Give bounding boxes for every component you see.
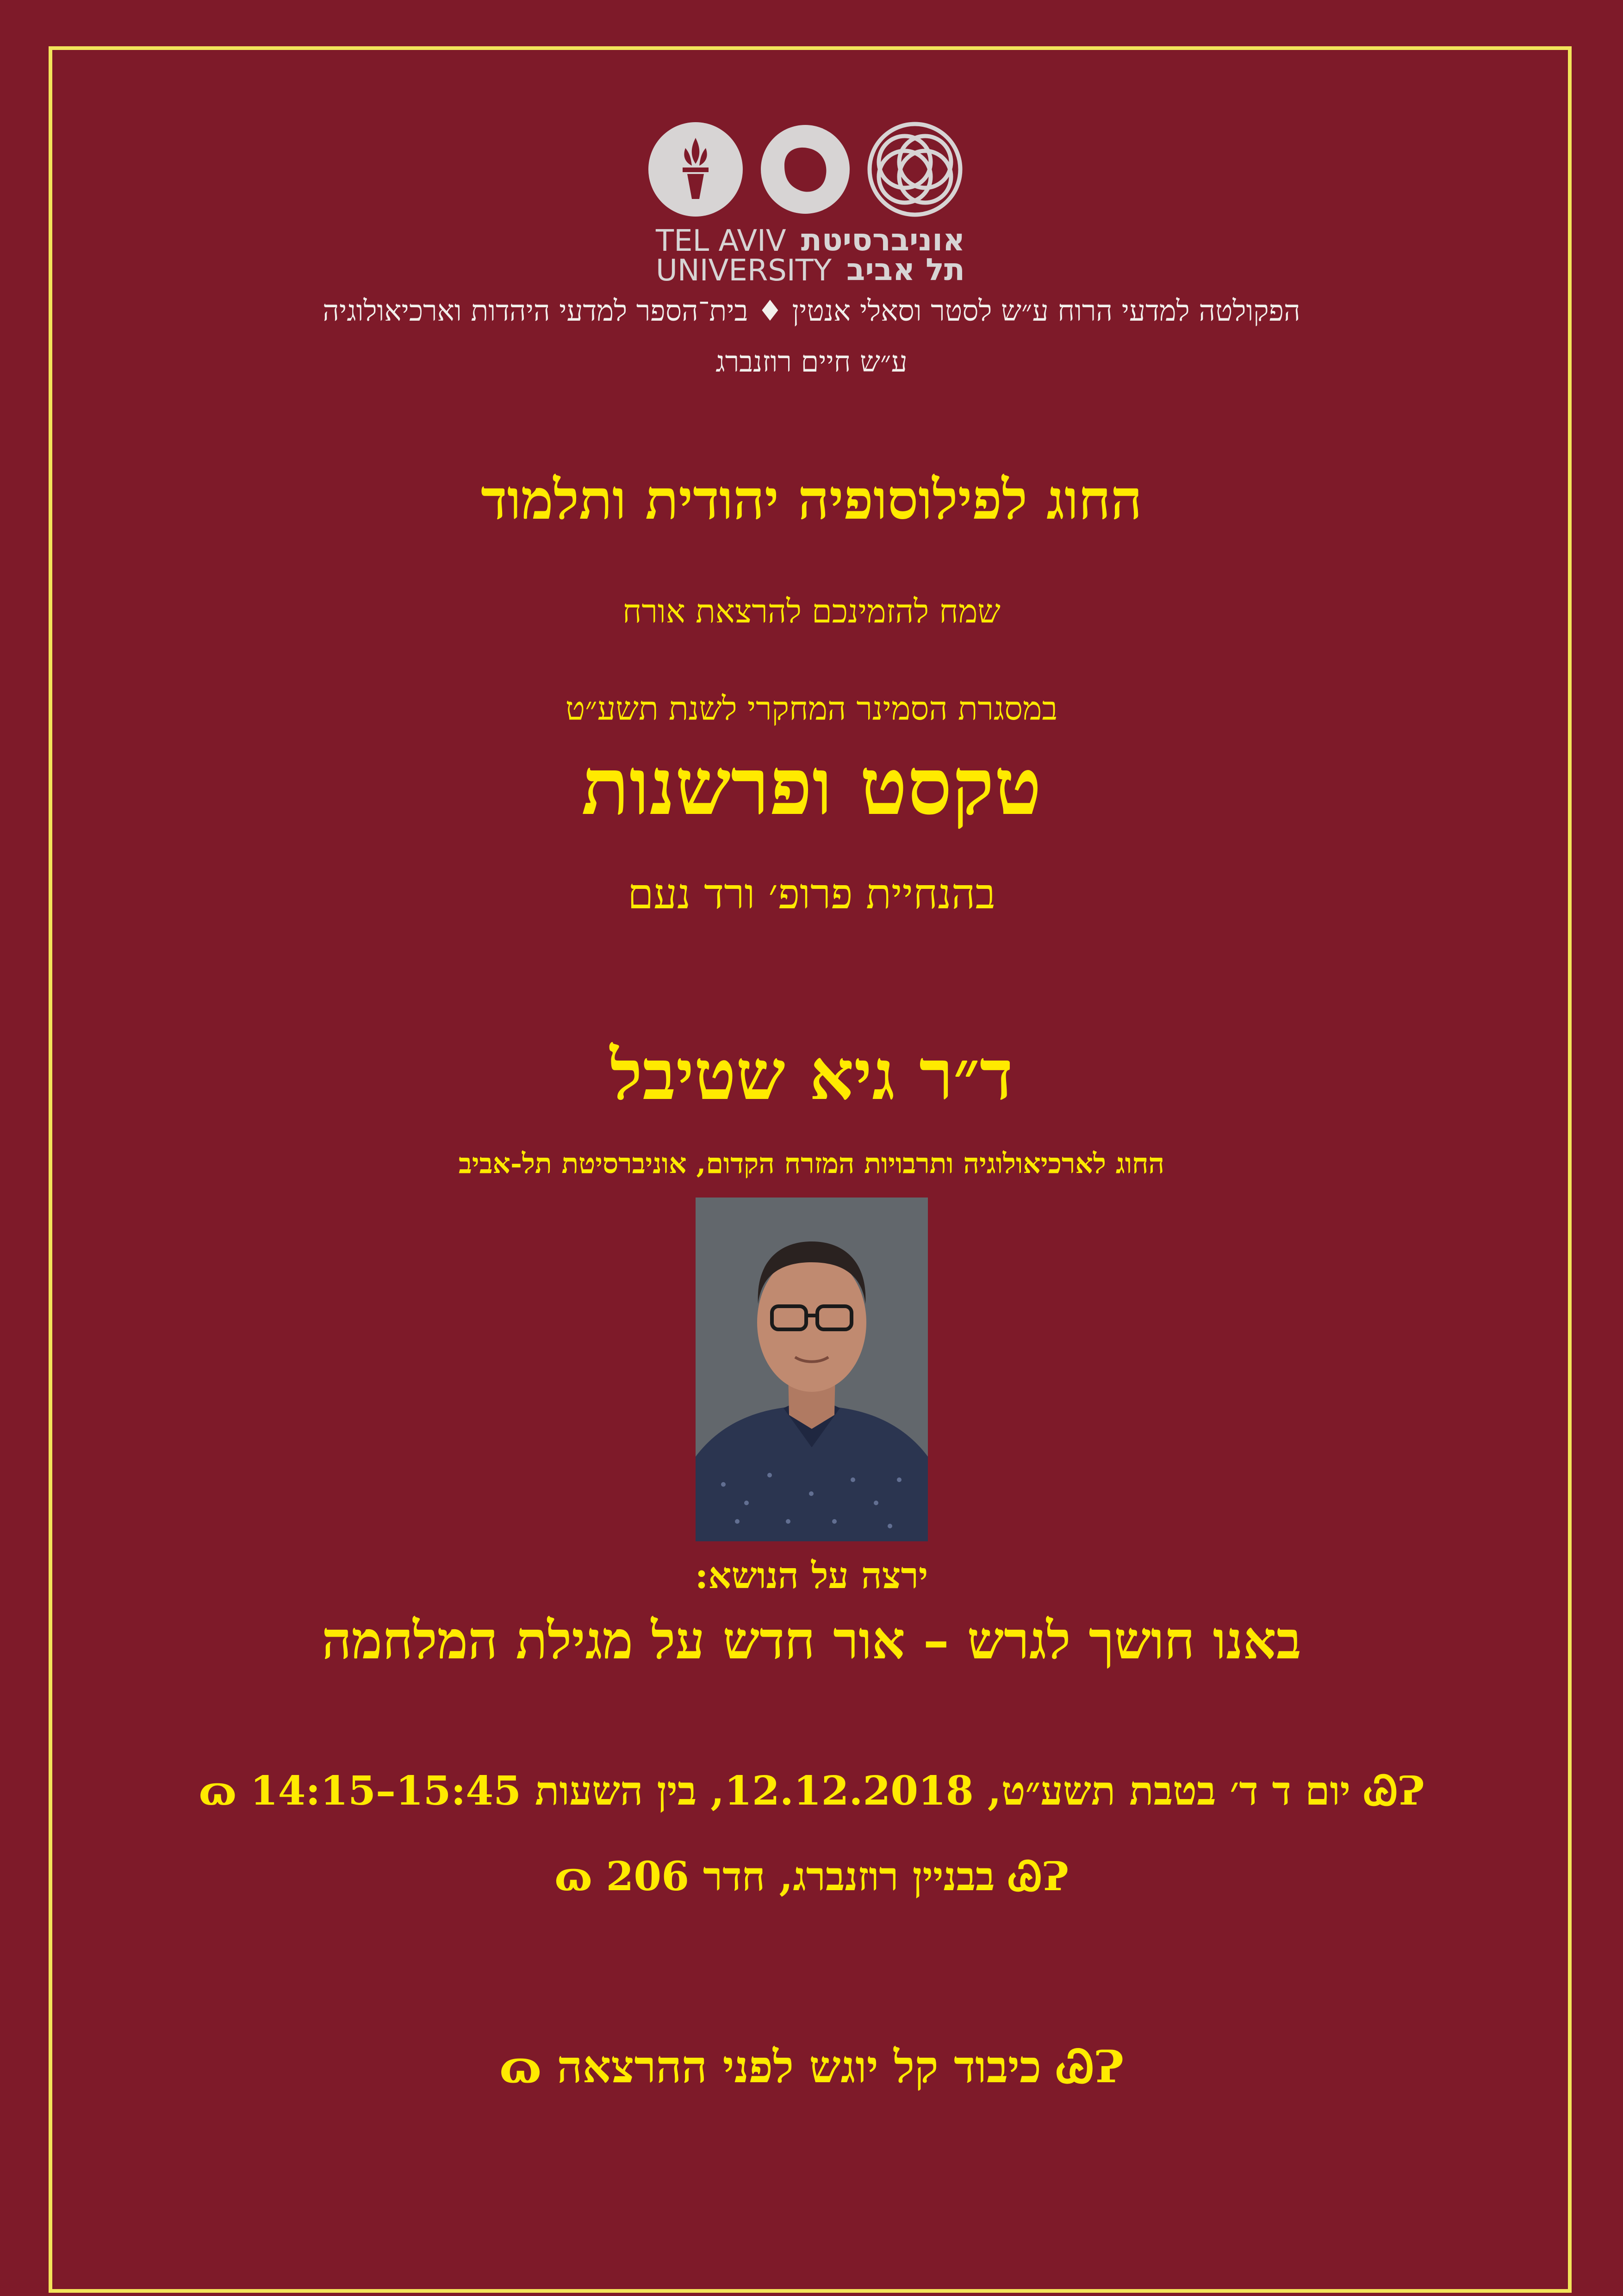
department-title: החוג לפילוסופיה יהודית ותלמוד bbox=[480, 467, 1143, 532]
speaker-name: ד״ר גיא שטיבל bbox=[610, 1034, 1013, 1116]
logo-circles-icon bbox=[646, 119, 965, 226]
ornament-left-icon: ɷ bbox=[199, 1768, 236, 1814]
seminar-leader: בהנחיית פרופ׳ ורד נעם bbox=[628, 870, 995, 918]
refreshments-text: כיבוד קל יוגש לפני ההרצאה bbox=[557, 2041, 1042, 2093]
logo-text-he-1: אוניברסיטת bbox=[801, 222, 965, 258]
speaker-portrait-icon bbox=[696, 1198, 928, 1541]
ornament-right-icon: ᏊɁ bbox=[1057, 2041, 1124, 2093]
invites-text: שמח להזמינכם להרצאת אורח bbox=[622, 592, 1001, 630]
ornament-right-icon: ᏊɁ bbox=[1008, 1853, 1069, 1900]
framework-text: במסגרת הסמינר המחקרי לשנת תשע״ט bbox=[565, 689, 1058, 727]
ornament-left-icon: ɷ bbox=[499, 2041, 541, 2093]
speaker-photo bbox=[696, 1198, 928, 1541]
date-time-line bbox=[0, 1768, 1623, 1815]
location-line bbox=[0, 1853, 1623, 1901]
speaker-affiliation: החוג לארכיאולוגיה ותרבויות המזרח הקדום, אוניברסיטת תל-אביב bbox=[458, 1148, 1165, 1180]
logo-text-en-2: UNIVERSITY bbox=[656, 254, 832, 288]
lecture-topic: באנו חושך לגרש – אור חדש על מגילת המלחמה bbox=[322, 1610, 1301, 1671]
logo-text-he-2: תל אביב bbox=[846, 252, 965, 287]
faculty-line-2: ע״ש חיים רוזנברג bbox=[715, 345, 908, 379]
ornament-right-icon: ᏊɁ bbox=[1364, 1768, 1424, 1814]
tel-aviv-university-logo bbox=[646, 119, 965, 295]
location-text: בבניין רוזנברג, חדר 206 bbox=[606, 1853, 995, 1900]
date-time-text: יום ד ד׳ בטבת תשע״ט, 12.12.2018, בין השעות 15:45–14:15 bbox=[250, 1768, 1351, 1814]
logo-text-en-1: TEL AVIV bbox=[656, 224, 786, 258]
ornament-left-icon: ɷ bbox=[554, 1853, 592, 1900]
topic-label: ירצה על הנושא: bbox=[695, 1555, 928, 1597]
seminar-title: טקסט ופרשנות bbox=[581, 740, 1042, 833]
faculty-line-1: הפקולטה למדעי הרוח ע״ש לסטר וסאלי אנטין ♦ בית־הספר למדעי היהדות וארכיאולוגיה bbox=[323, 294, 1300, 328]
refreshments-line bbox=[0, 2041, 1623, 2094]
